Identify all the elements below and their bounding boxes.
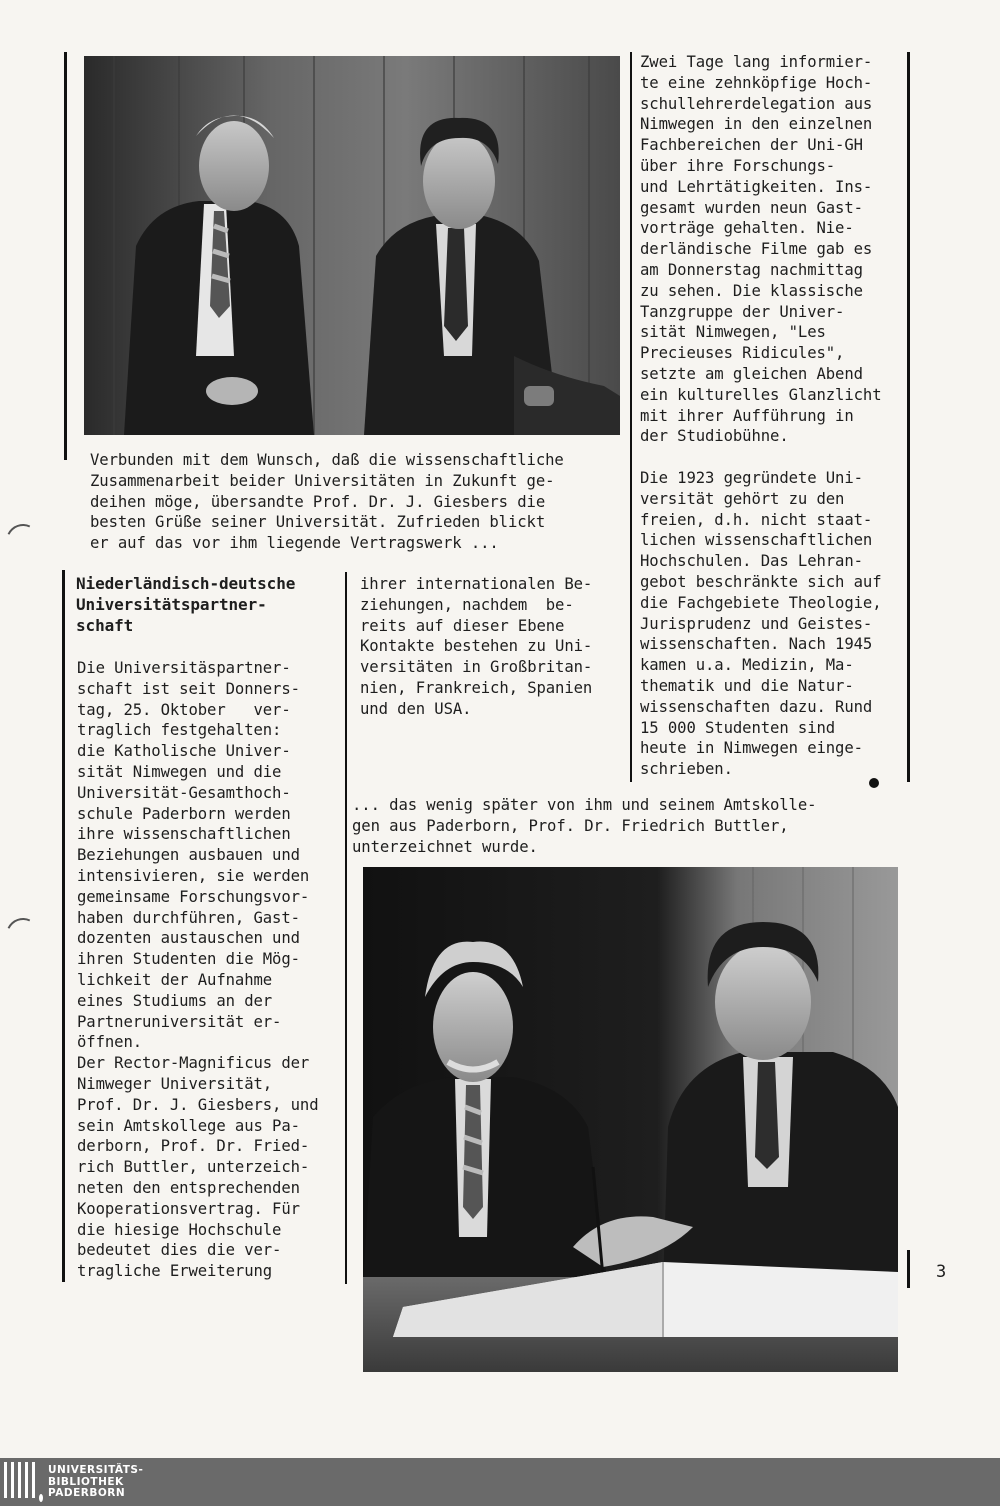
column-rule [64,52,67,460]
column-rule [62,570,65,1282]
article-headline: Niederländisch-deutsche Universitätspartner- schaft [76,574,296,635]
column-rule [907,1250,910,1288]
photo-caption-bottom: ... das wenig später von ihm und seinem Amtskolle- gen aus Paderborn, Prof. Dr. Friedrich Buttler, unterzeichnet wurde. [352,796,817,856]
photo-top [84,56,620,435]
page-number: 3 [936,1262,947,1282]
library-logo-icon [4,1462,40,1504]
column-rule [630,52,632,782]
article-column-right: Zwei Tage lang informier- te eine zehnköpfige Hoch- schullehrerdelegation aus Nimwegen in den einzelnen Fachbereichen der Uni-GH über ihre Forschungs- und Lehrtätigkeiten. Ins- gesamt wurden neun Gast- vorträge gehalten. Nie- derländische Filme gab es am Donnerstag nachmittag zu sehen. Die klassische Tanzgruppe der Univer- sität Nimwegen, "Les Precieuses Ridicules", setzte am gleichen Abend ein kulturelles Glanzlicht mit ihrer Aufführung in der Studiobühne. Die 1923 gegründete Uni- versität gehört zu den freien, d.h. nicht staat- lichen wissenschaftlichen Hochschulen. Das Lehran- gebot beschränkte sich auf die Fachgebiete Theologie, Jurisprudenz und Geistes- wissenschaften. Nach 1945 kamen u.a. Medizin, Ma- thematik und die Natur- wissenschaften dazu. Rund 15 000 Studenten sind heute in Nimwegen einge- schrieben. [640,53,882,779]
end-of-article-marker [869,778,879,788]
article-column-left: Die Universitäspartner- schaft ist seit Donners- tag, 25. Oktober ver- traglich festgehalten: die Katholische Univer- sität Nimwegen und die Universität-Gesamthoch- schule Paderborn werden ihre wissenschaftlichen Beziehungen ausbauen und intensivieren, sie werden gemeinsame Forschungsvor- haben durchführen, Gast- dozenten austauschen und ihren Studenten die Mög- lichkeit der Aufnahme eines Studiums an der Partneruniversität er- öffnen. Der Rector-Magnificus der Nimweger Universität, Prof. Dr. J. Giesbers, und sein Amtskollege aus Pa- derborn, Prof. Dr. Fried- rich Buttler, unterzeich- neten den entsprechenden Kooperationsvertrag. Für die hiesige Hochschule bedeutet dies die ver- tragliche Erweiterung [77,659,319,1281]
library-name: UNIVERSITÄTS- BIBLIOTHEK PADERBORN [48,1464,144,1499]
punch-hole-mark [1,913,45,957]
column-rule [345,572,347,1284]
column-rule [907,52,910,782]
photo-bottom [363,867,898,1372]
library-footer [0,1458,1000,1506]
photo-caption-top: Verbunden mit dem Wunsch, daß die wissenschaftliche Zusammenarbeit beider Universitäten in Zukunft ge- deihen möge, übersandte Prof. Dr. J. Giesbers die besten Grüße seiner Universität. Zufrieden blickt er auf das vor ihm liegende Vertragswerk ... [90,451,564,553]
punch-hole-mark [1,519,45,563]
article-column-middle: ihrer internationalen Be- ziehungen, nachdem be- reits auf dieser Ebene Kontakte bestehen zu Uni- versitäten in Großbritan- nien, Frankreich, Spanien und den USA. [360,575,593,718]
